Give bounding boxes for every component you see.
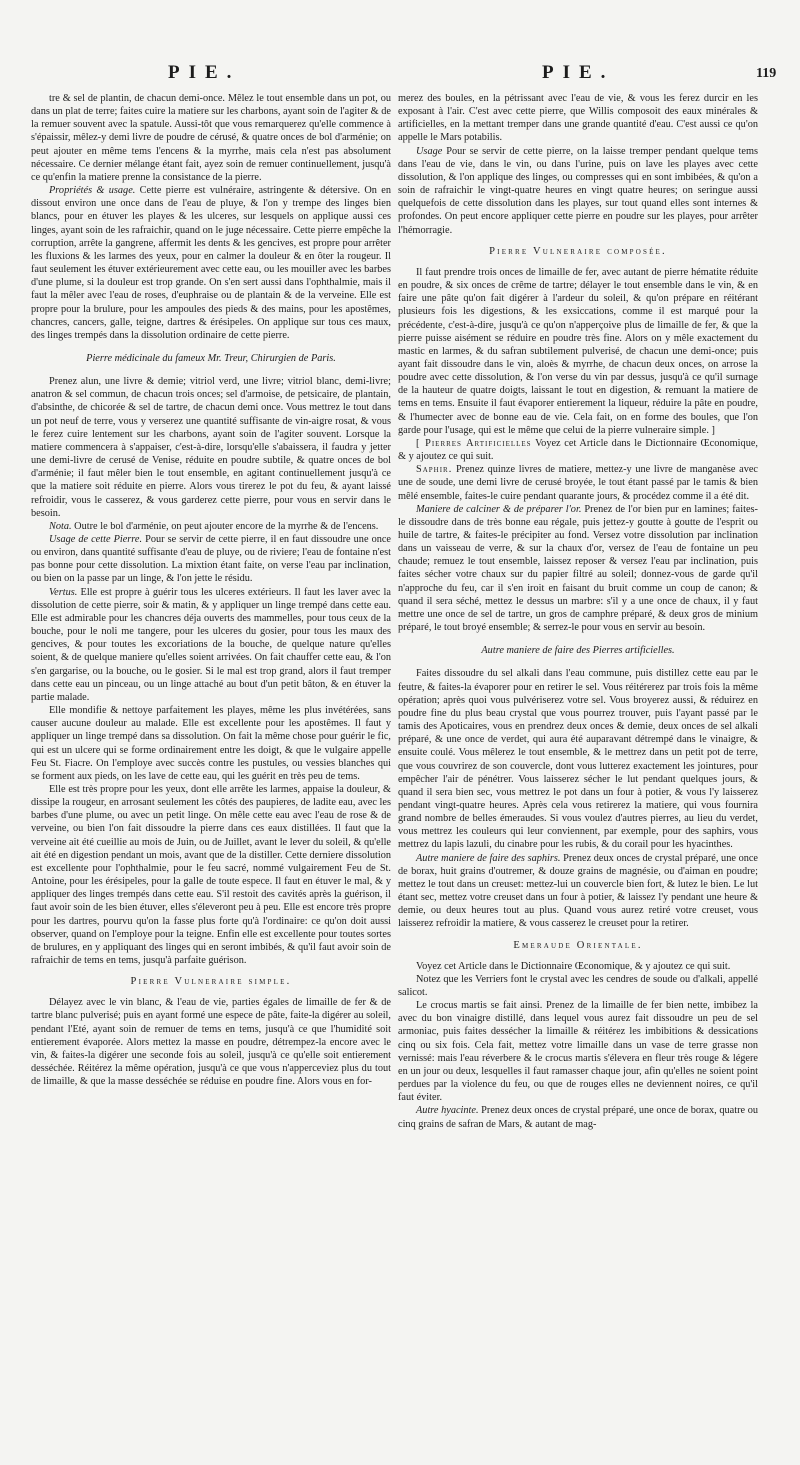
paragraph-text: Elle mondifie & nettoye parfaitement les playes, même les plus invétérées, sans causer aucune douleur au malade. Elle est excellente pour les apostêmes. Il faut y appliquer un linge trempé dans sa dissolution. On fait la même chose pour guérir le fic, qui est un ulcere qui se forme ordinairement entre les doigt, & que le vulgaire appelle Feu St. Fiacre. On l'employe avec succès contre les pustules, ou vessies blanches qui se forment aux pieds, on les lave de cette eau, qui les guérit en très peu de tems. [31, 705, 391, 782]
section-heading: Pierre Vulneraire simple. [130, 976, 292, 988]
paragraph [398, 999, 758, 1104]
paragraph-text: Voyez cet Article dans le Dictionnaire Œconomique, & y ajoutez ce qui suit. [416, 960, 731, 972]
paragraph [398, 1104, 758, 1130]
right-column [398, 92, 758, 1432]
paragraph [398, 852, 758, 931]
paragraph [398, 667, 758, 851]
paragraph-text: Prenez alun, une livre & demie; vitriol verd, une livre; vitriol blanc, demi-livre; anatron & sel commun, de chacun trois onces; sel d'armoise, de petsicaire, de plantain, d'absinthe, de chicorée & sel de tartre, de chacun demi once. Vous mettrez le tout dans un pot neuf de terre, vous y verserez une quantité suffisante de vin-aigre rosat, & vous le ferez cuire lentement sur les charbons, ayant soin de l'agiter souvent. Lorsque la matiere commencera à s'appaiser, c'est-à-dire, lorsqu'elle s'abaissera, il faudra y jetter une demi-livre de cerusé de Venise, réduite en poudre subtile, & quatre onces de bol d'arménie; il faut mêler bien le tout ensemble, en agitant continuellement jusqu'à ce que la matiere soit réduite en pierre. Alors vous tirerez le pot du feu, & ayant laissé refroidir, vous le casserez, & vous garderez cette pierre, pour vous en servir dans le besoin. [31, 376, 391, 519]
paragraph-text: Il faut prendre trois onces de limaille de fer, avec autant de pierre hématite réduite en poudre, & six onces de crême de tartre; délayer le tout ensemble dans le vin, & en faire une pâte qu'on fait digérer à l'ardeur du soleil, & qu'on prépare en réitérant plusieurs fois les digestions, & les exsiccations, comme il est marqué pour la précédente, c'est-à-dire, jusqu'à ce qu'on n'apperçoive plus de limaille de fer, & que la pierre puisse aisément se réduire en poudre très fine. Alors on y mêle exactement du mastic en larmes, & du safran subtilement pulverisé, de chacun une demi-once; puis ayant fait dissoudre dans le vin, aloès & myrrhe, de chacun deux onces, on arrose la poudre avec cette dissolution, & l'on verse du vin par dessus, jusqu'à ce qu'il surnage de la hauteur de quatre doigts, laissant le tout en digestion, & remuant la matiere de tems en tems. Ensuite il faut évaporer entierement la liqueur, réduire la pâte en poudre, & l'humecter avec de bonne eau de vie. Cela fait, on en forme des boules, que l'on garde pour l'usage, qui est le même que celui de la pierre vulneraire simple. ] [398, 266, 758, 436]
paragraph [398, 145, 758, 237]
paragraph-lead: Autre maniere de faire des saphirs. [416, 852, 561, 864]
paragraph-lead: Autre hyacinte. [416, 1105, 479, 1117]
paragraph [31, 92, 391, 184]
running-head-right: PIE. [542, 62, 615, 83]
paragraph [398, 463, 758, 502]
paragraph [398, 973, 758, 999]
section-heading: Pierre médicinale du fameux Mr. Treur, Chirurgien de Paris. [86, 352, 336, 364]
page-number: 119 [756, 66, 777, 81]
paragraph-lead: Usage de cette Pierre. [49, 534, 143, 545]
paragraph [31, 704, 391, 783]
paragraph-lead: Vertus. [49, 586, 78, 598]
paragraph-lead: Nota. [49, 520, 72, 532]
paragraph-text: Pour se servir de cette pierre, on la laisse tremper pendant quelque tems dans l'eau de vie, dans le vin, ou dans l'urine, puis on lave les playes avec cette dissolution, & l'on applique des linges, ou compresses qui en sont imbibées, & qu'on a soin de rafraichir le vingt-quatre heures en vingt quatre heures; on seringue aussi quelquefois de cette dissolution dans les playes, sur tout quand elles sont internes & profondes. On peut encore appliquer cette pierre en poudre sur les playes, pour arrêter l'hémorragie. [398, 145, 758, 236]
paragraph [31, 586, 391, 704]
paragraph [398, 960, 758, 973]
paragraph [398, 92, 758, 145]
section-heading: Autre maniere de faire des Pierres artificielles. [481, 645, 675, 657]
paragraph [31, 520, 391, 533]
paragraph-text: Prenez deux onces de crystal préparé, une once de borax, quatre ou cinq grains de safran de Mars, & autant de mag- [398, 1105, 758, 1130]
section-heading: Pierre Vulneraire composée. [489, 245, 667, 257]
paragraph [31, 996, 391, 1088]
paragraph-text: Prenez deux onces de crystal préparé, une once de borax, huit grains d'outremer, & douze grains de magnésie, ou d'aiman en poudre; mettez le tout dans un creuset: mettez-lui un couvercle bien fort, & lutez le bien. Le lut étant sec, mettez votre creuset dans un four à potier, & laissez l'y pendant une heure & demie, ou deux heures tout au plus. Quand vous aurez retiré votre creuset, vous laisserez refroidir la matiere, & vous casserez le creuset pour la retirer. [398, 852, 758, 930]
paragraph-text: Délayez avec le vin blanc, & l'eau de vie, parties égales de limaille de fer & de tartre blanc pulverisé; puis en ayant formé une espece de pâte, faite-la digérer au soleil, pendant l'Eté, ayant soin de remuer de tems en tems, jusqu'à ce que l'humidité soit entierement évaporée. Alors mettez la masse en poudre, détrempez-la encore avec le vin, & faites-la digérer une seconde fois au soleil, jusqu'à ce qu'elle soit entierement desséchée. Réitérez la même opération, jusqu'à ce que vous n'apperceviez plus du tout de limaille, & que la masse desséchée se réduise en poudre fine. Alors vous en for- [31, 997, 391, 1088]
paragraph [398, 266, 758, 437]
paragraph [398, 503, 758, 635]
left-column [31, 92, 391, 1432]
paragraph-text: Cette pierre est vulnéraire, astringente & détersive. On en dissout environ une once dans de l'eau de pluye, & l'on y trempe des linges bien blancs, pour en étuver les playes & les ulceres, sur lesquels on applique aussi ces linges, ayant soin de les rafraichir, quand on le juge nécessaire. Cette pierre empêche la corruption, arrête la gangrene, affermit les dents & les gencives, est propre pour arrêter les fluxions & les larmes des yeux, pour en calmer la douleur & en ôter la rougeur. Il faut seulement les étuver extérieurement avec cette eau, ou les mouiller avec les barbes d'une plume, si la douleur est trop grande. On s'en sert aussi dans l'ophthalmie, mais il faut la mêler avec l'eau de roses, d'euphraise ou de plantain & de la verveine. Elle est propre pour la brulure, pour les ampoules des pieds & des mains, pour les apostêmes, chancres, cancers, galle, teigne, dartres & érésipeles. On applique sur tous ces maux, des linges trempés dans la dissolution ordinaire de cette pierre. [31, 185, 391, 341]
paragraph-text: Notez que les Verriers font le crystal avec les cendres de soude ou d'alkali, appellé salicot. [398, 973, 758, 998]
paragraph-text: Prenez quinze livres de matiere, mettez-y une livre de manganèse avec une de soude, une demi livre de cerusé broyée, le tout étant passé par le tamis & bien mêlé ensemble, faites-le cuire pendant quarante jours, & procédez comme il a été dit. [398, 464, 758, 502]
paragraph-lead: Propriétés & usage. [49, 185, 136, 197]
paragraph-text: tre & sel de plantin, de chacun demi-once. Mêlez le tout ensemble dans un pot, ou dans un plat de terre; faites cuire la matiere sur les charbons, ayant soin de l'agiter & de la remuer souvent avec la spatule. Aussi-tôt que vous remarquerez qu'elle commence à s'épaissir, mêlez-y demi livre de poudre de cérusé, & quatre onces de bol d'arménie; on peut ajouter en même tems l'encens & la myrrhe, mais cela n'est pas absolument nécessaire. Ce dernier mélange étant fait, ayez soin de remuer continuellement, jusqu'à ce qu'enfin la matiere prenne la consistance de la pierre. [31, 93, 391, 183]
paragraph-text: Elle est très propre pour les yeux, dont elle arrête les larmes, appaise la douleur, & dissipe la rougeur, en arrosant seulement les côtés des paupieres, de ladite eau, avec les barbes d'une plume, ou avec un petit linge. On mêle cette eau avec l'eau de rose & de verveine, ou bien l'on fait dissoudre la pierre dans ces eaux distillées. Il faut que la verveine ait été cueillie au mois de Juin, ou de Juillet, avant le lever du soleil, & qu'elle ait été en digestion pendant un mois, avant que de la distiller. Cette derniere dissolution est excellente pour l'ophthalmie, pour le feu sacré, nommé vulgairement Feu de St. Antoine, pour les érésipeles, pour la galle de toute espece. Il faut en étuver le mal, & y appliquer des linges trempés dans cette eau. S'il restoit des cavités après la guérison, il faut avoir soin de les bien étuver, elles s'éleveront peu à peu. Elle est encore très propre pour les dartres, pourvu qu'on la fasse plus forte qu'à l'ordinaire: ce qu'on doit aussi observer, quand on l'employe pour la teigne. Enfin elle est excellente pour toutes sortes de brulures, en y appliquant des linges qui en seront imbibés, & qu'il faut avoir soin de rafraichir de tems en tems, jusqu'à parfaite guérison. [31, 783, 391, 966]
paragraph [398, 437, 758, 463]
paragraph-lead: Usage [416, 145, 443, 157]
paragraph [31, 184, 391, 342]
paragraph-text: Faites dissoudre du sel alkali dans l'eau commune, puis distillez cette eau par le feutre, & faites-la évaporer pour en retirer le sel. Vous réitérerez par trois fois la même opération; après quoi vous pulvériserez votre sel. Vous broyerez aussi, & réduirez en poudre fine du plus beau crystal que vous pourrez trouver, puis l'ayant passé par le tamis des Apoticaires, vous en prendrez deux onces & demie, deux onces de sel alkali préparé, & une once de verdet, qui aura été auparavant détrempé dans le vinaigre, & ensuite coulé. Vous mêlerez le tout ensemble, & le mettrez dans un petit pot de terre, que vous couvrirez de son couvercle, dont vous lutterez exactement les jointures, pour empêcher l'air de pénétrer. Vous laisserez sécher le lut pendant quelques jours, & quand il sera bien sec, vous mettrez le pot dans un four à potier, & vous l'y laisserez pendant vingt-quatre heures. Après cela vous retirerez la matiere, qui vous fournira grand nombre de belles émeraudes. Si vous voulez d'autres pierres, au lieu du verdet, vous mettrez les couleurs qui leur conviennent, par exemple, pour des saphirs, vous mettrez du lapis lazuli, du cinabre pour les rubis, & du corail pour les hyacinthes. [398, 668, 758, 851]
running-head-left: PIE. [168, 62, 241, 83]
paragraph-text: Pour se servir de cette pierre, il en faut dissoudre une once ou environ, dans quantité suffisante d'eau de pluye, ou de riviere; l'eau de fontaine n'est pas bonne pour cette dissolution. La mixtion étant faite, on verse l'eau par inclination, ou bien on la passe par un linge, & l'on jette le résidu. [31, 534, 391, 585]
paragraph-lead: [ Pierres Artificielles [416, 437, 532, 449]
paragraph-lead: Maniere de calciner & de préparer l'or. [416, 503, 582, 515]
paragraph [31, 375, 391, 520]
paragraph [31, 533, 391, 586]
paragraph-text: Outre le bol d'arménie, on peut ajouter encore de la myrrhe & de l'encens. [71, 520, 379, 532]
section-heading: Emeraude Orientale. [513, 939, 643, 951]
paragraph-text: Voyez cet Article dans le Dictionnaire Œconomique, & y ajoutez ce qui suit. [398, 437, 758, 463]
paragraph-text: Le crocus martis se fait ainsi. Prenez de la limaille de fer bien nette, imbibez la avec du bon vinaigre distillé, dans lequel vous aurez fait dissoudre un peu de sel armoniac, puis faites dessécher la limaille & réitérez les imbibitions & dessications cinq ou six fois. Cela fait, mettez votre limaille dans un vase de terre grasse non vernissé: mais l'eau réverbere & le crocus martis s'élevera en fleur très rouge & légere en un jour ou deux, lesquelles il faut ramasser chaque jour, afin qu'elles ne soient point perdues par la violence du feu, ou que de rouges elles ne deviennent noires, ce qu'il faut éviter. [398, 1000, 758, 1104]
paragraph-text: Prenez de l'or bien pur en lamines; faites-le dissoudre dans de très bonne eau régale, puis jettez-y goutte à goutte de l'esprit ou huile de tartre, & faites-le précipiter au fond. Versez votre dissolution par inclination dans un vaisseau de verre, & sur la chaux d'or, versez de l'eau de fontaine un peu chaude; remuez le tout ensemble, laissez reposer & versez l'eau par inclination, puis faites sécher votre chaux sur du papier filtré au soleil; donnez-vous de garde qu'il n'approche du feu, car il s'en iroit en faisant du bruit comme un coup de canon; & quand il sera séché, mettez le dessus un marbre: s'il y a une once de chaux, il y faut mettre une once de sel de tartre, un gros de camphre préparé, & deux gros de minium préparé, le tout broyé ensemble; & serrez-le pour vous en servir au besoin. [398, 503, 758, 634]
paragraph-lead: Saphir. [416, 464, 453, 476]
paragraph-text: merez des boules, en la pétrissant avec l'eau de vie, & vous les ferez durcir en les exposant à l'air. C'est avec cette pierre, que Willis composoit des eaux minérales & artificielles, en la mettant tremper dans une grande quantité d'eau. C'est aussi ce qu'on appelle le Mars potabilis. [398, 93, 758, 144]
paragraph [31, 783, 391, 967]
paragraph-text: Elle est propre à guérir tous les ulceres extérieurs. Il faut les laver avec la dissolution de cette pierre, soir & matin, & y appliquer un linge trempé dans cette eau. Elle est admirable pour les chancres déja ouverts des mammelles, pour tous ceux de la bouche, pour le noli me tangere, pour les ulceres du gosier, pour tous les maux des gencives, & pour toutes les excoriations de la bouche, de quelque nature qu'elles soient, & de quelque maniere qu'elles soient arrivées. On fait chauffer cette eau, & l'on s'en gargarise, ou la bouche, ou le gosier. Si le mal est trop grand, alors il faut tremper dans cette eau un pinceau, ou un linge attaché au bout d'un petit bâton, & en étuver la partie malade. [31, 586, 391, 703]
